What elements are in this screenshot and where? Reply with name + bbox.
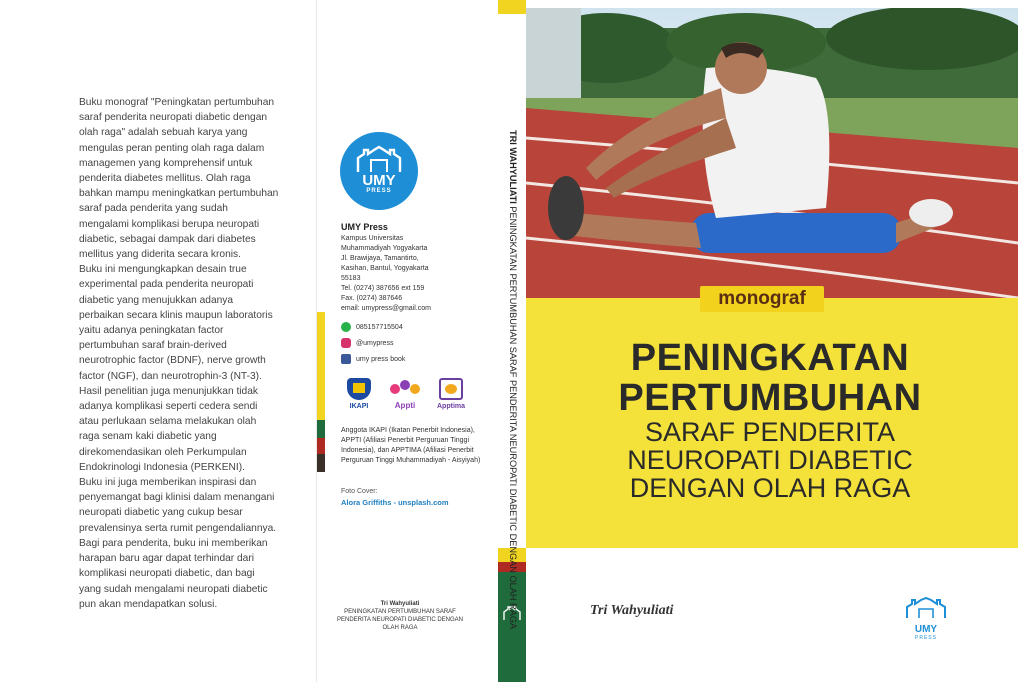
monograf-badge-label: monograf bbox=[718, 288, 806, 309]
color-strip-green bbox=[317, 420, 325, 438]
ikapi-logo bbox=[341, 378, 377, 418]
address-line: Kasihan, Bantul, Yogyakarta bbox=[341, 265, 429, 272]
spine-info-author: Tri Wahyuliati bbox=[380, 601, 420, 607]
facebook-handle: umy press book bbox=[356, 355, 406, 363]
address-line: Kampus Universitas bbox=[341, 235, 404, 242]
spine-info-block bbox=[330, 600, 470, 632]
apptima-logo bbox=[433, 378, 469, 418]
subtitle-line: NEUROPATI DIABETIC bbox=[627, 445, 913, 475]
cover-author: Tri Wahyuliati bbox=[590, 603, 674, 618]
appti-emblem-icon bbox=[390, 380, 420, 398]
spine-author: TRI WAHYULIATI bbox=[508, 130, 518, 204]
book-title-sub bbox=[560, 418, 980, 502]
color-strip-dark bbox=[317, 454, 325, 472]
publisher-address bbox=[341, 234, 471, 314]
monograf-badge bbox=[700, 286, 824, 312]
address-line: Tel. (0274) 387656 ext 159 bbox=[341, 285, 425, 292]
spine-band-yellow bbox=[498, 0, 526, 14]
association-logos bbox=[341, 378, 469, 418]
apptima-emblem-icon bbox=[439, 378, 463, 400]
umy-press-logo bbox=[340, 132, 418, 210]
ikapi-emblem-icon bbox=[347, 378, 371, 400]
instagram-handle: @umypress bbox=[356, 339, 394, 347]
ikapi-label: IKAPI bbox=[349, 403, 369, 410]
blurb-paragraph: Buku ini mengungkapkan desain true experimental pada penderita neuropati diabetic yang menujukkan adanya perbaikan secara klinis maupun laboratoris yaitu adanya peningkatan factor pertumbuhan saraf brain-derived neurotrophic factor (BDNF), nerve growth factor (NGF), dan neurotrophin-3 (NT-3). Hasil penelitian juga menunjukkan tidak adanya komplikasi seperti cedera sendi atau perlukaan selama melakukan olah raga senam kaki diabetic yang direkomendasikan oleh Perkumpulan Endokrinologi Indonesia (PERKENI). bbox=[79, 264, 273, 473]
facebook-icon bbox=[341, 354, 351, 364]
address-line: Jl. Brawijaya, Tamantirto, bbox=[341, 255, 419, 262]
association-membership-text: Anggota IKAPI (Ikatan Penerbit Indonesia), APPTI (Afiliasi Penerbit Perguruan Tinggi Indonesia), dan APPTIMA (Afiliasi Penerbit Perguruan Tinggi Muhammadiyah - Aisyiyah) bbox=[341, 427, 481, 464]
book-title-main bbox=[560, 338, 980, 418]
title-line: PERTUMBUHAN bbox=[618, 377, 922, 419]
whatsapp-icon bbox=[341, 322, 351, 332]
color-strip-red bbox=[317, 438, 325, 454]
address-line: 55183 bbox=[341, 275, 361, 282]
appti-logo bbox=[387, 378, 423, 418]
subtitle-line: SARAF PENDERITA bbox=[644, 417, 896, 447]
back-cover bbox=[0, 0, 317, 682]
spine-title-text bbox=[508, 130, 518, 629]
spine-book-title: PENINGKATAN PERTUMBUHAN SARAF PENDERITA NEUROPATI DIABETIC DENGAN OLAH RAGA bbox=[508, 206, 518, 630]
spine-info-title: PENINGKATAN PERTUMBUHAN SARAF PENDERITA NEUROPATI DIABETIC DENGAN OLAH RAGA bbox=[336, 609, 464, 631]
subtitle-line: DENGAN OLAH RAGA bbox=[629, 473, 911, 503]
address-line: email: umypress@gmail.com bbox=[341, 305, 431, 312]
apptima-label: Apptima bbox=[437, 403, 465, 410]
front-logo-subtext: PRESS bbox=[915, 635, 937, 641]
address-line: Fax. (0274) 387646 bbox=[341, 295, 403, 302]
back-cover-blurb bbox=[79, 95, 279, 612]
whatsapp-row bbox=[341, 322, 403, 332]
building-icon bbox=[904, 596, 948, 620]
logo-text: UMY bbox=[362, 172, 396, 189]
photo-credit-label: Foto Cover: bbox=[341, 488, 378, 495]
color-strip-yellow bbox=[317, 312, 325, 420]
athlete-stretching-image bbox=[526, 8, 1018, 298]
building-icon bbox=[354, 144, 404, 174]
instagram-icon bbox=[341, 338, 351, 348]
front-publisher-logo bbox=[902, 596, 950, 641]
appti-label: Appti bbox=[394, 401, 416, 410]
blurb-paragraph: Buku ini juga memberikan inspirasi dan penyemangat bagi klinisi dalam menangani neuropati diabetic yang cukup besar prevalensinya serta rumit pengendaliannya. Bagi para penderita, buku ini memberikan harapan baru agar dapat terhindar dari komplikasi neuropati diabetic, dan bagi yang sudah mengalami neuropati diabetic pun akan mendapatkan solusi. bbox=[79, 477, 277, 610]
blurb-paragraph: Buku monograf "Peningkatan pertumbuhan saraf penderita neuropati diabetic dengan olah raga" adalah sebuah karya yang mengulas peran penting olah raga dalam managemen yang komprehensif untuk penderita diabetes mellitus. Olah raga bahkan mampu meningkatkan pertumbuhan saraf pada penderita yang sudah mengalami komplikasi berupa neuropati diabetic, sebagai dampak dari diabetes mellitus yang diderita secara kronis. bbox=[79, 97, 279, 261]
facebook-row bbox=[341, 354, 405, 364]
front-logo-text: UMY bbox=[914, 624, 938, 635]
logo-subtext: PRESS bbox=[366, 188, 392, 194]
photo-credit-link[interactable]: Alora Griffiths - unsplash.com bbox=[341, 498, 449, 507]
cover-photo bbox=[526, 8, 1018, 298]
whatsapp-number: 085157715504 bbox=[356, 323, 403, 331]
instagram-row bbox=[341, 338, 393, 348]
publisher-name: UMY Press bbox=[341, 222, 388, 232]
address-line: Muhammadiyah Yogyakarta bbox=[341, 245, 428, 252]
title-line: PENINGKATAN bbox=[630, 337, 910, 379]
